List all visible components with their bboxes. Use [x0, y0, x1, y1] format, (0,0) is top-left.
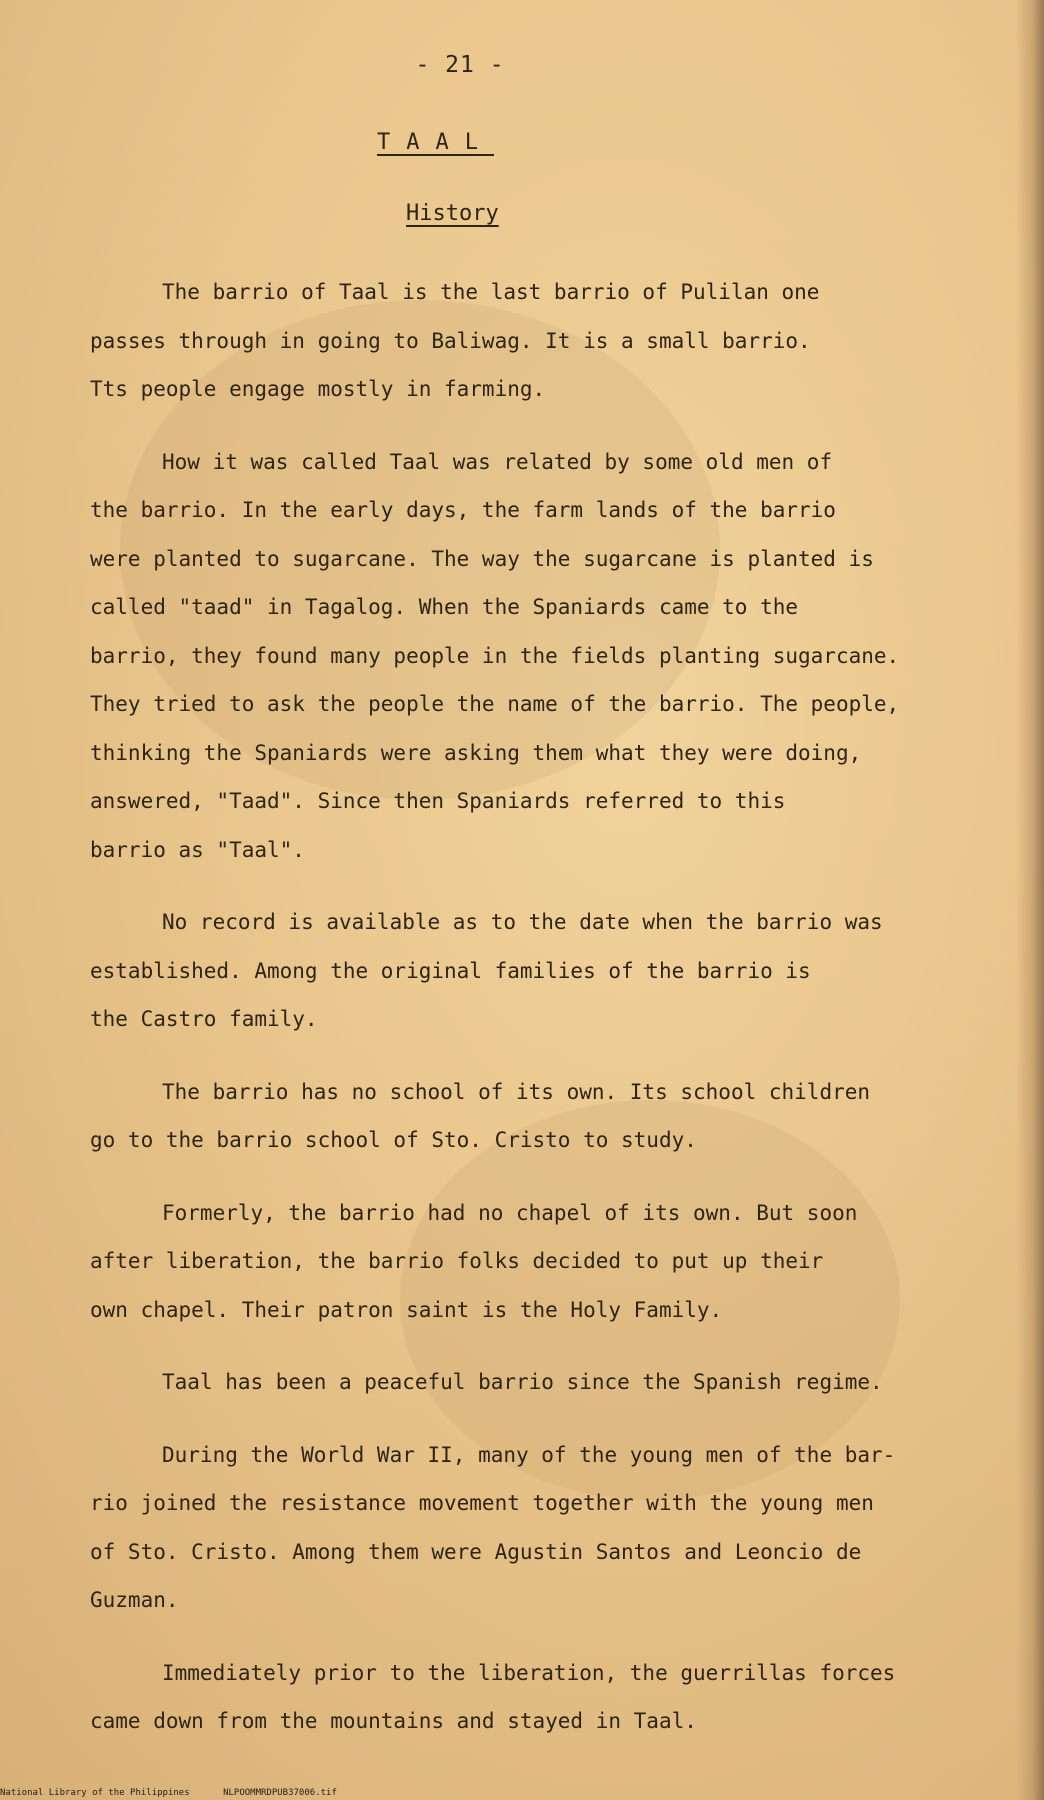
- text-line: answered, "Taad". Since then Spaniards referred to this: [90, 789, 786, 813]
- paragraph-liberation: [90, 1649, 1020, 1746]
- text-line: They tried to ask the people the name of the barrio. The people,: [90, 692, 900, 716]
- scan-footer: [0, 1788, 365, 1798]
- text-line: passes through in going to Baliwag. It is a small barrio.: [90, 328, 811, 353]
- text-line: called "taad" in Tagalog. When the Spaniards came to the: [90, 595, 799, 619]
- text-line: were planted to sugarcane. The way the sugarcane is planted is: [90, 546, 874, 571]
- paragraph-school: [90, 1068, 1020, 1165]
- text-line: go to the barrio school of Sto. Cristo to study.: [90, 1128, 697, 1152]
- page-number: - 21 -: [415, 52, 505, 78]
- document-body: [90, 268, 1020, 1770]
- text-line: During the World War II, many of the young men of the bar-: [162, 1442, 896, 1467]
- text-line: rio joined the resistance movement together with the young men: [90, 1491, 874, 1515]
- paragraph-origin: [90, 268, 1020, 414]
- paragraph-records: [90, 898, 1020, 1044]
- text-line: No record is available as to the date when the barrio was: [162, 910, 883, 934]
- text-line: the Castro family.: [90, 1007, 318, 1031]
- text-line: The barrio of Taal is the last barrio of Pulilan one: [162, 280, 820, 304]
- text-line: thinking the Spaniards were asking them what they were doing,: [90, 740, 862, 765]
- text-line: of Sto. Cristo. Among them were Agustin Santos and Leoncio de: [90, 1539, 862, 1564]
- text-line: established. Among the original families of the barrio is: [90, 958, 811, 983]
- text-line: The barrio has no school of its own. Its school children: [162, 1079, 871, 1104]
- text-line: Taal has been a peaceful barrio since the Spanish regime.: [162, 1370, 883, 1394]
- paragraph-name-story: [90, 438, 1020, 875]
- text-line: Guzman.: [90, 1588, 179, 1612]
- document-title: TAAL: [377, 130, 494, 155]
- text-line: Formerly, the barrio had no chapel of its own. But soon: [162, 1200, 858, 1225]
- section-heading: History: [406, 201, 499, 226]
- paragraph-war: [90, 1431, 1020, 1625]
- text-line: came down from the mountains and stayed in Taal.: [90, 1709, 697, 1733]
- text-line: the barrio. In the early days, the farm lands of the barrio: [90, 498, 836, 522]
- paragraph-peace: [90, 1358, 1020, 1407]
- paper-edge: [1016, 0, 1044, 1800]
- text-line: barrio, they found many people in the fields planting sugarcane.: [90, 643, 900, 668]
- text-line: after liberation, the barrio folks decided to put up their: [90, 1249, 824, 1273]
- text-line: Tts people engage mostly in farming.: [90, 377, 546, 401]
- text-line: How it was called Taal was related by some old men of: [162, 449, 833, 474]
- text-line: barrio as "Taal".: [90, 837, 305, 862]
- library-credit: National Library of the Philippines: [0, 1788, 190, 1798]
- paragraph-chapel: [90, 1189, 1020, 1335]
- text-line: own chapel. Their patron saint is the Holy Family.: [90, 1297, 723, 1322]
- text-line: Immediately prior to the liberation, the guerrillas forces: [162, 1660, 896, 1685]
- file-identifier: NLPOOMMRDPUB37006.tif: [223, 1788, 337, 1798]
